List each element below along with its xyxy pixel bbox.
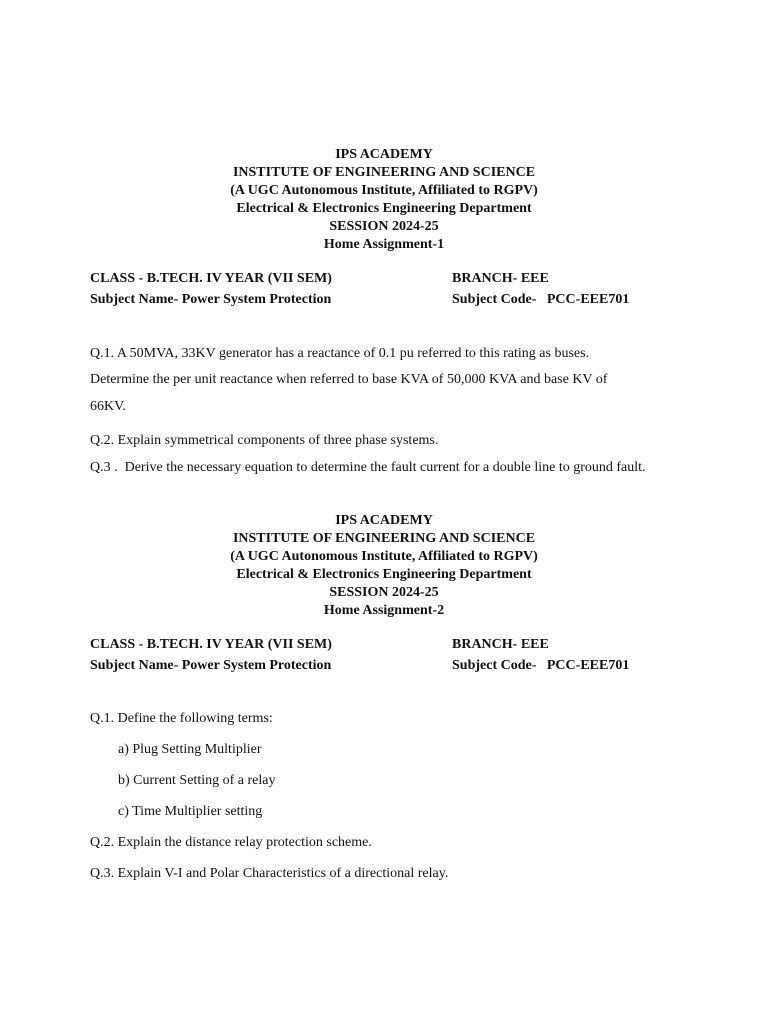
institute-name: IPS ACADEMY <box>335 147 433 162</box>
question-1: Q.1. Define the following terms: <box>90 711 273 726</box>
affiliation: (A UGC Autonomous Institute, Affiliated to RGPV) <box>230 549 538 564</box>
assignment-2-header <box>0 512 768 620</box>
question-1-item-c: c) Time Multiplier setting <box>118 804 263 819</box>
affiliation: (A UGC Autonomous Institute, Affiliated to RGPV) <box>230 183 538 198</box>
assignment-title: Home Assignment-1 <box>323 237 445 252</box>
question-2: Q.2. Explain the distance relay protection scheme. <box>90 835 372 850</box>
institute-full-name: INSTITUTE OF ENGINEERING AND SCIENCE <box>232 531 536 546</box>
question-1-item-a: a) Plug Setting Multiplier <box>118 742 262 757</box>
question-3: Q.3. Explain V-I and Polar Characteristics of a directional relay. <box>90 866 449 881</box>
question-2: Q.2. Explain symmetrical components of three phase systems. <box>90 433 439 448</box>
branch-label: BRANCH- EEE <box>452 637 549 652</box>
class-label: CLASS - B.TECH. IV YEAR (VII SEM) <box>90 271 332 286</box>
subject-name: Subject Name- Power System Protection <box>90 292 332 307</box>
subject-code: Subject Code- PCC-EEE701 <box>452 292 630 307</box>
subject-code: Subject Code- PCC-EEE701 <box>452 658 630 673</box>
question-1-line-2: Determine the per unit reactance when referred to base KVA of 50,000 KVA and base KV of <box>90 372 608 387</box>
branch-label: BRANCH- EEE <box>452 271 549 286</box>
question-3: Q.3 . Derive the necessary equation to determine the fault current for a double line to ground fault. <box>90 460 646 475</box>
question-1-line-3: 66KV. <box>90 399 126 414</box>
institute-name: IPS ACADEMY <box>335 513 433 528</box>
session: SESSION 2024-25 <box>329 219 439 234</box>
department: Electrical & Electronics Engineering Department <box>236 201 532 216</box>
question-1-item-b: b) Current Setting of a relay <box>118 773 276 788</box>
institute-full-name: INSTITUTE OF ENGINEERING AND SCIENCE <box>232 165 536 180</box>
department: Electrical & Electronics Engineering Department <box>236 567 532 582</box>
class-label: CLASS - B.TECH. IV YEAR (VII SEM) <box>90 637 332 652</box>
assignment-title: Home Assignment-2 <box>323 603 445 618</box>
question-1-line-1: Q.1. A 50MVA, 33KV generator has a reactance of 0.1 pu referred to this rating as buses. <box>90 346 590 361</box>
subject-name: Subject Name- Power System Protection <box>90 658 332 673</box>
assignment-1-header <box>0 146 768 254</box>
session: SESSION 2024-25 <box>329 585 439 600</box>
